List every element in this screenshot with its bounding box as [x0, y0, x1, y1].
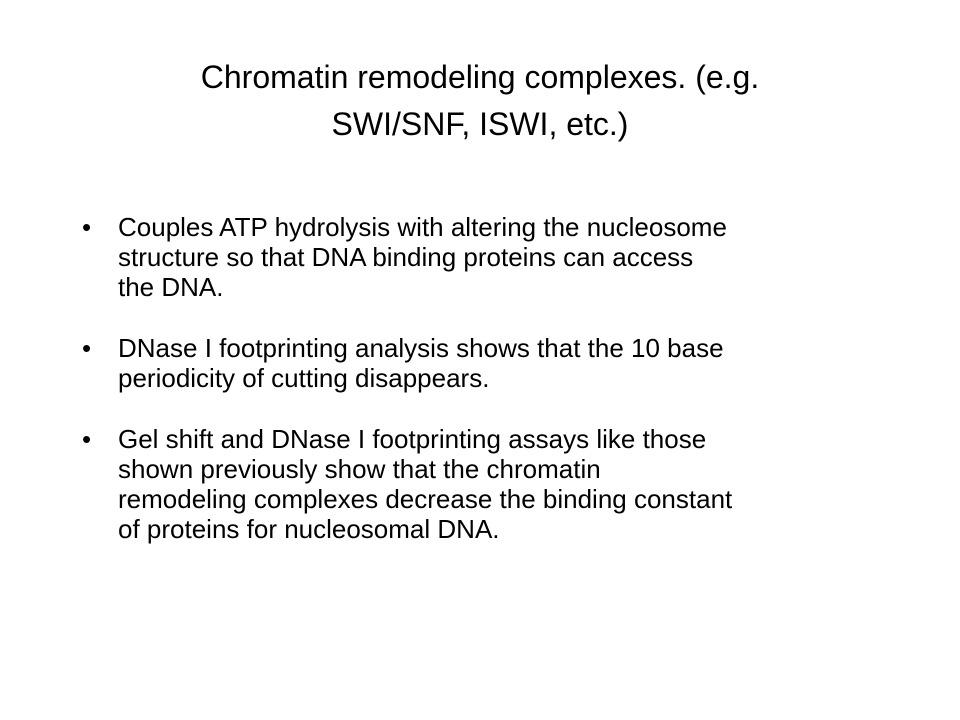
- bullet-1-line-1: Couples ATP hydrolysis with altering the nucleosome: [118, 212, 727, 242]
- bullet-1-line-3: the DNA.: [118, 272, 224, 302]
- bullet-3-line-4: of proteins for nucleosomal DNA.: [118, 514, 500, 544]
- bullet-2-line-2: periodicity of cutting disappears.: [118, 363, 490, 393]
- bullet-item-gel-shift: [80, 424, 880, 544]
- bullet-3-line-1: Gel shift and DNase I footprinting assays like those: [118, 424, 707, 454]
- bullet-3-line-2: shown previously show that the chromatin: [118, 454, 601, 484]
- bullet-item-atp-hydrolysis: [80, 212, 880, 302]
- title-line-2: SWI/SNF, ISWI, etc.): [331, 106, 629, 142]
- bullet-2-line-1: DNase I footprinting analysis shows that the 10 base: [118, 333, 724, 363]
- slide-title: [120, 54, 840, 148]
- bullet-marker: •: [82, 212, 92, 242]
- bullet-item-dnase-footprinting: [80, 333, 880, 393]
- bullet-marker: •: [82, 333, 92, 363]
- bullet-3-line-3: remodeling complexes decrease the binding constant: [118, 484, 733, 514]
- bullet-1-line-2: structure so that DNA binding proteins can access: [118, 242, 694, 272]
- bullet-marker: •: [82, 424, 92, 454]
- bullet-list: [80, 212, 880, 575]
- title-line-1: Chromatin remodeling complexes. (e.g.: [200, 59, 760, 95]
